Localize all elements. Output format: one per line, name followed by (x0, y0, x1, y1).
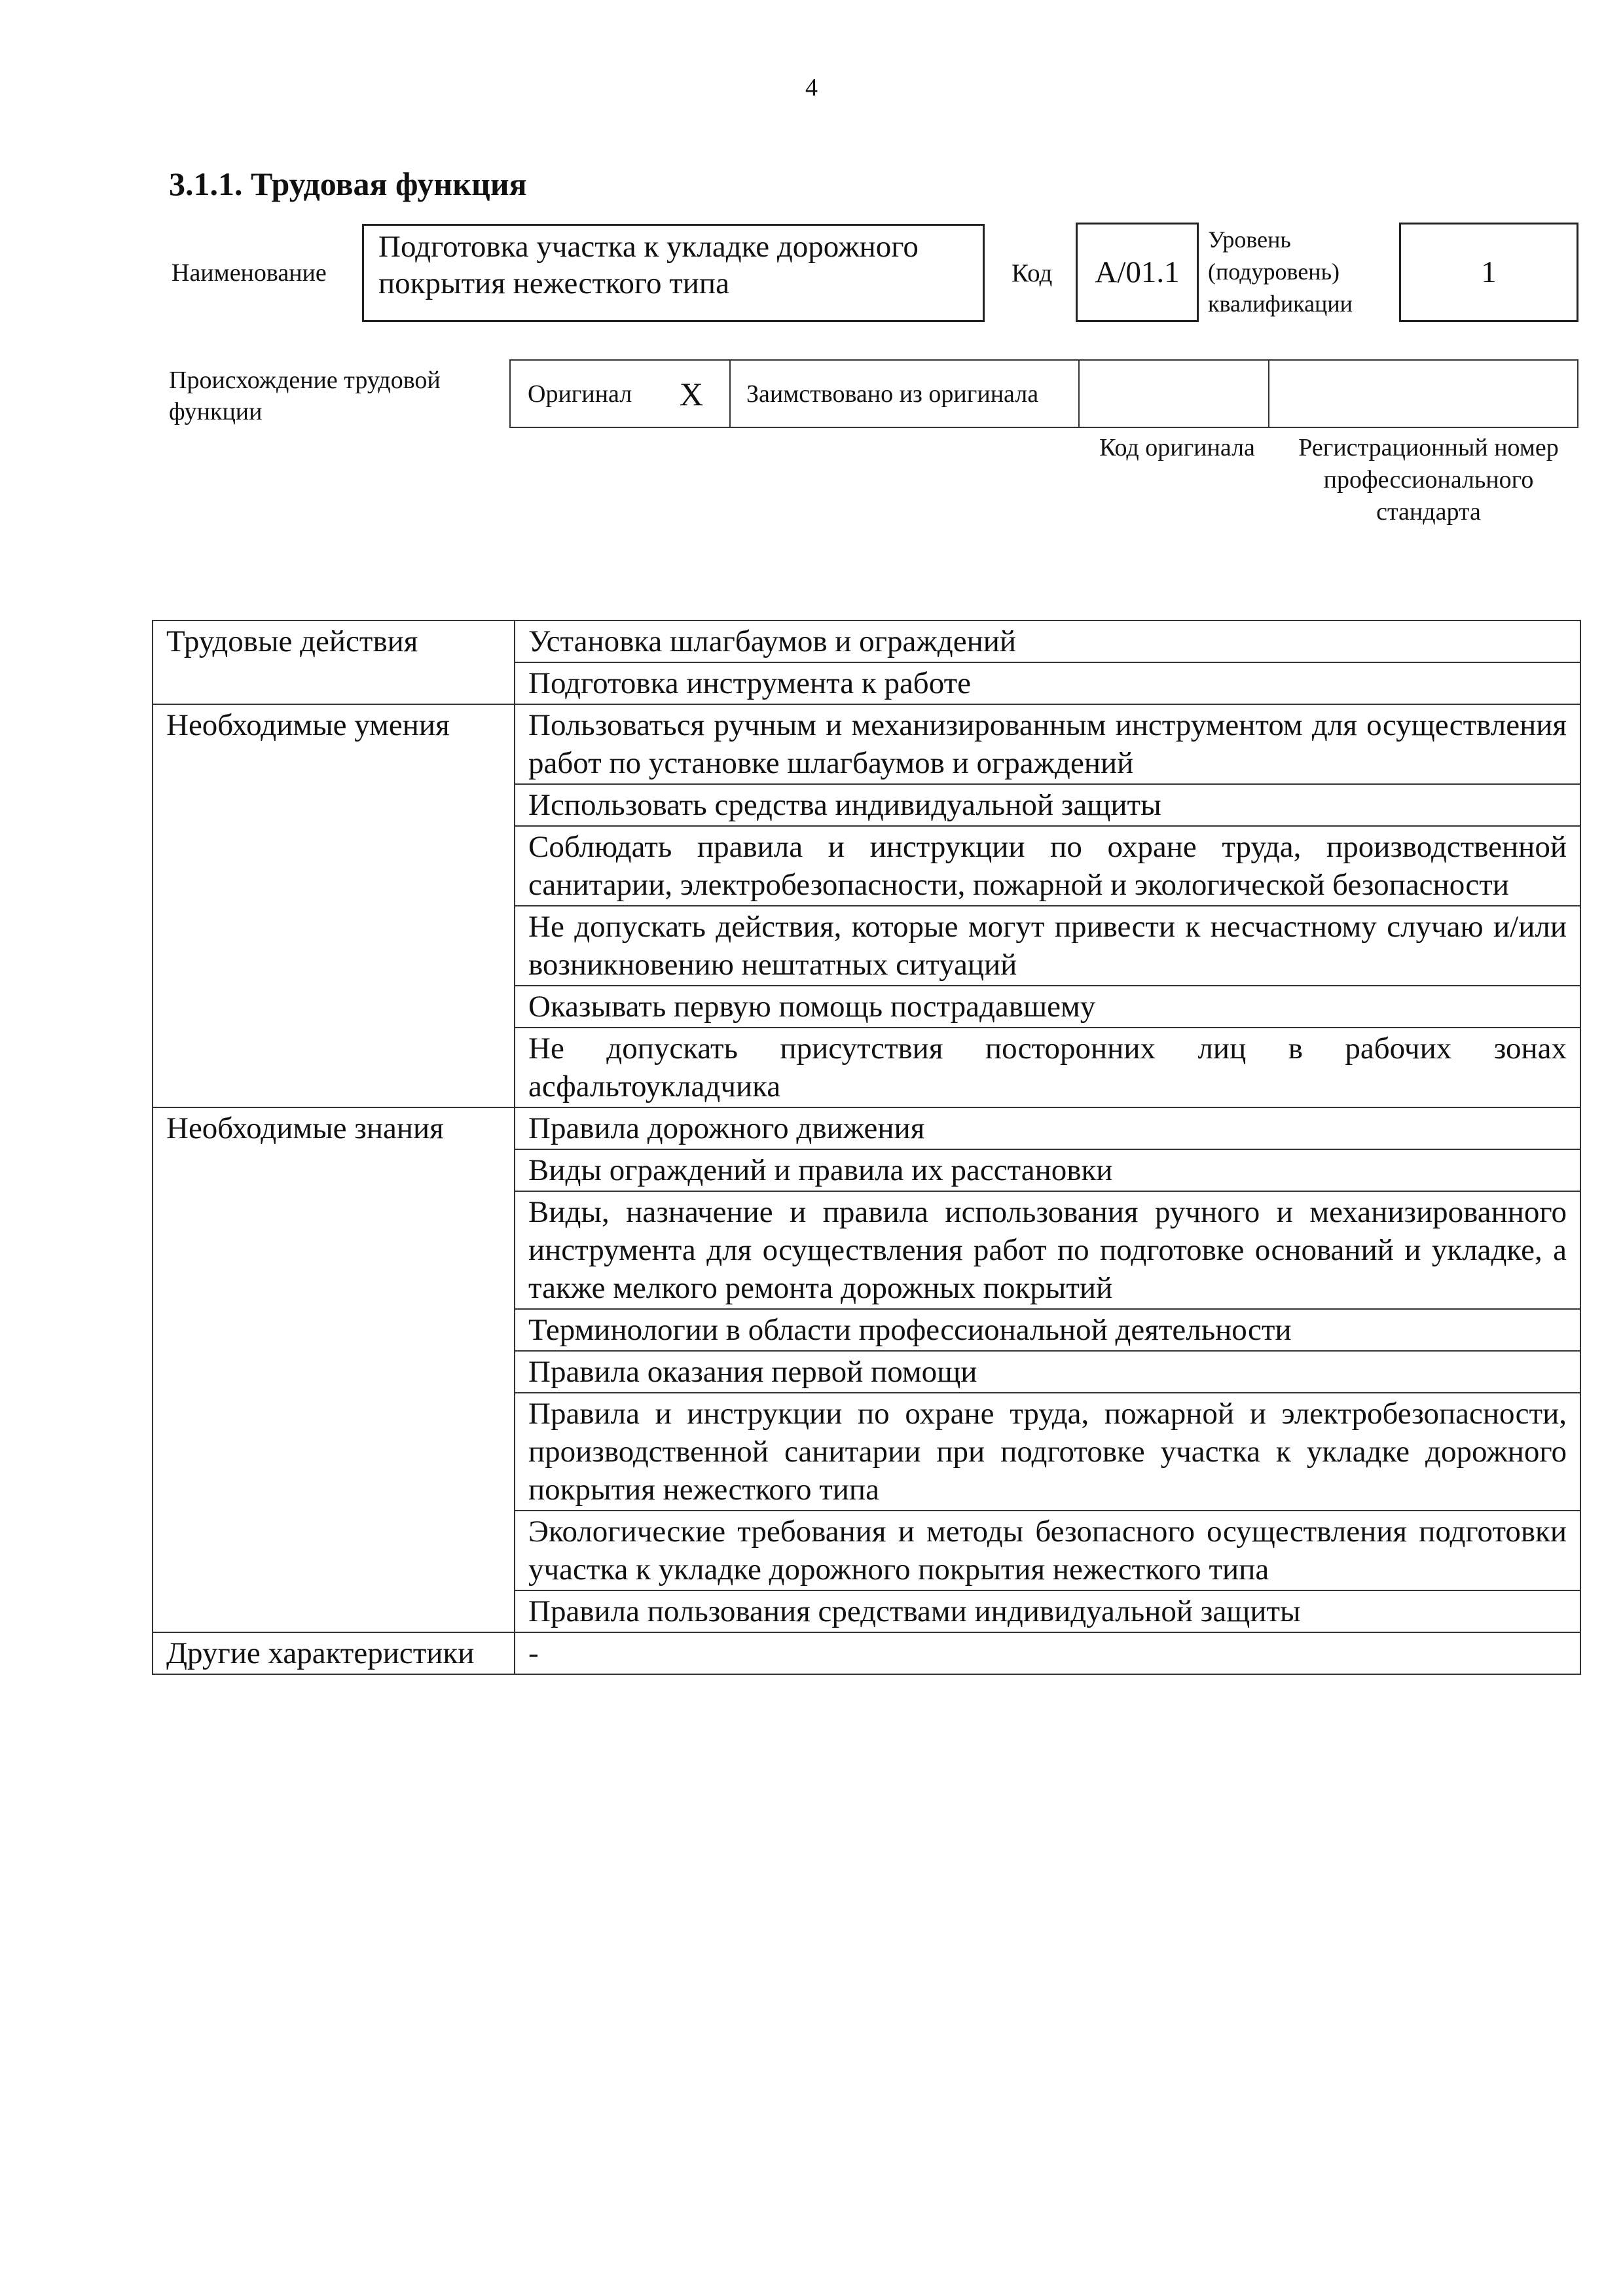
table-row (153, 1107, 1580, 1149)
labor-actions-label: Трудовые действия (153, 620, 515, 704)
knowledge-item: Виды, назначение и правила использования ручного и механизированного инструмента для осуществления работ по подготовке оснований и укладке, а также мелкого ремонта дорожных покрытий (515, 1191, 1580, 1309)
other-characteristics-value: - (515, 1632, 1580, 1674)
page-number: 4 (805, 74, 818, 101)
origin-original-cell (511, 361, 731, 427)
labor-action-item: Подготовка инструмента к работе (515, 662, 1580, 704)
function-code-field: А/01.1 (1076, 223, 1199, 322)
other-characteristics-label: Другие характеристики (153, 1632, 515, 1674)
skill-item: Не допускать действия, которые могут привести к несчастному случаю и/или возникновению нештатных ситуаций (515, 906, 1580, 986)
original-mark: X (679, 375, 703, 412)
skill-item: Соблюдать правила и инструкции по охране труда, производственной санитарии, электробезопасности, пожарной и экологической безопасности (515, 826, 1580, 906)
registration-number-caption: Регистрационный номер профессионального стандарта (1298, 434, 1559, 526)
skill-item: Оказывать первую помощь пострадавшему (515, 986, 1580, 1028)
function-name-field: Подготовка участка к укладке дорожного покрытия нежесткого типа (362, 224, 985, 322)
knowledge-item: Правила и инструкции по охране труда, пожарной и электробезопасности, производственной санитарии при подготовке участка к укладке дорожного покрытия нежесткого типа (515, 1393, 1580, 1511)
table-row (153, 620, 1580, 662)
knowledge-item: Экологические требования и методы безопасного осуществления подготовки участка к укладке дорожного покрытия нежесткого типа (515, 1511, 1580, 1590)
origin-label: Происхождение трудовой функции (169, 367, 441, 425)
table-row (153, 704, 1580, 784)
skill-item: Использовать средства индивидуальной защиты (515, 784, 1580, 826)
knowledge-item: Правила оказания первой помощи (515, 1351, 1580, 1393)
skill-item: Пользоваться ручным и механизированным инструментом для осуществления работ по установке шлагбаумов и ограждений (515, 704, 1580, 784)
labor-function-table (152, 620, 1581, 1675)
qualification-level-field: 1 (1399, 223, 1578, 322)
registration-number-cell (1269, 361, 1577, 427)
knowledge-item: Терминологии в области профессиональной деятельности (515, 1309, 1580, 1351)
original-code-cell (1080, 361, 1269, 427)
name-label: Наименование (172, 259, 327, 287)
knowledge-label: Необходимые знания (153, 1107, 515, 1632)
knowledge-item: Виды ограждений и правила их расстановки (515, 1149, 1580, 1191)
origin-row (509, 359, 1578, 428)
code-label: Код (1012, 259, 1053, 287)
qualification-level-label: Уровень (подуровень) квалификации (1208, 226, 1353, 317)
knowledge-item: Правила дорожного движения (515, 1107, 1580, 1149)
borrowed-label: Заимствовано из оригинала (746, 380, 1039, 408)
skill-item: Не допускать присутствия посторонних лиц в рабочих зонах асфальтоукладчика (515, 1028, 1580, 1107)
skills-label: Необходимые умения (153, 704, 515, 1107)
labor-action-item: Установка шлагбаумов и ограждений (515, 620, 1580, 662)
table-row (153, 1632, 1580, 1674)
original-code-caption: Код оригинала (1099, 434, 1255, 461)
section-title: 3.1.1. Трудовая функция (169, 166, 527, 202)
original-label: Оригинал (528, 380, 632, 408)
origin-borrowed-cell (731, 361, 1080, 427)
knowledge-item: Правила пользования средствами индивидуальной защиты (515, 1590, 1580, 1632)
